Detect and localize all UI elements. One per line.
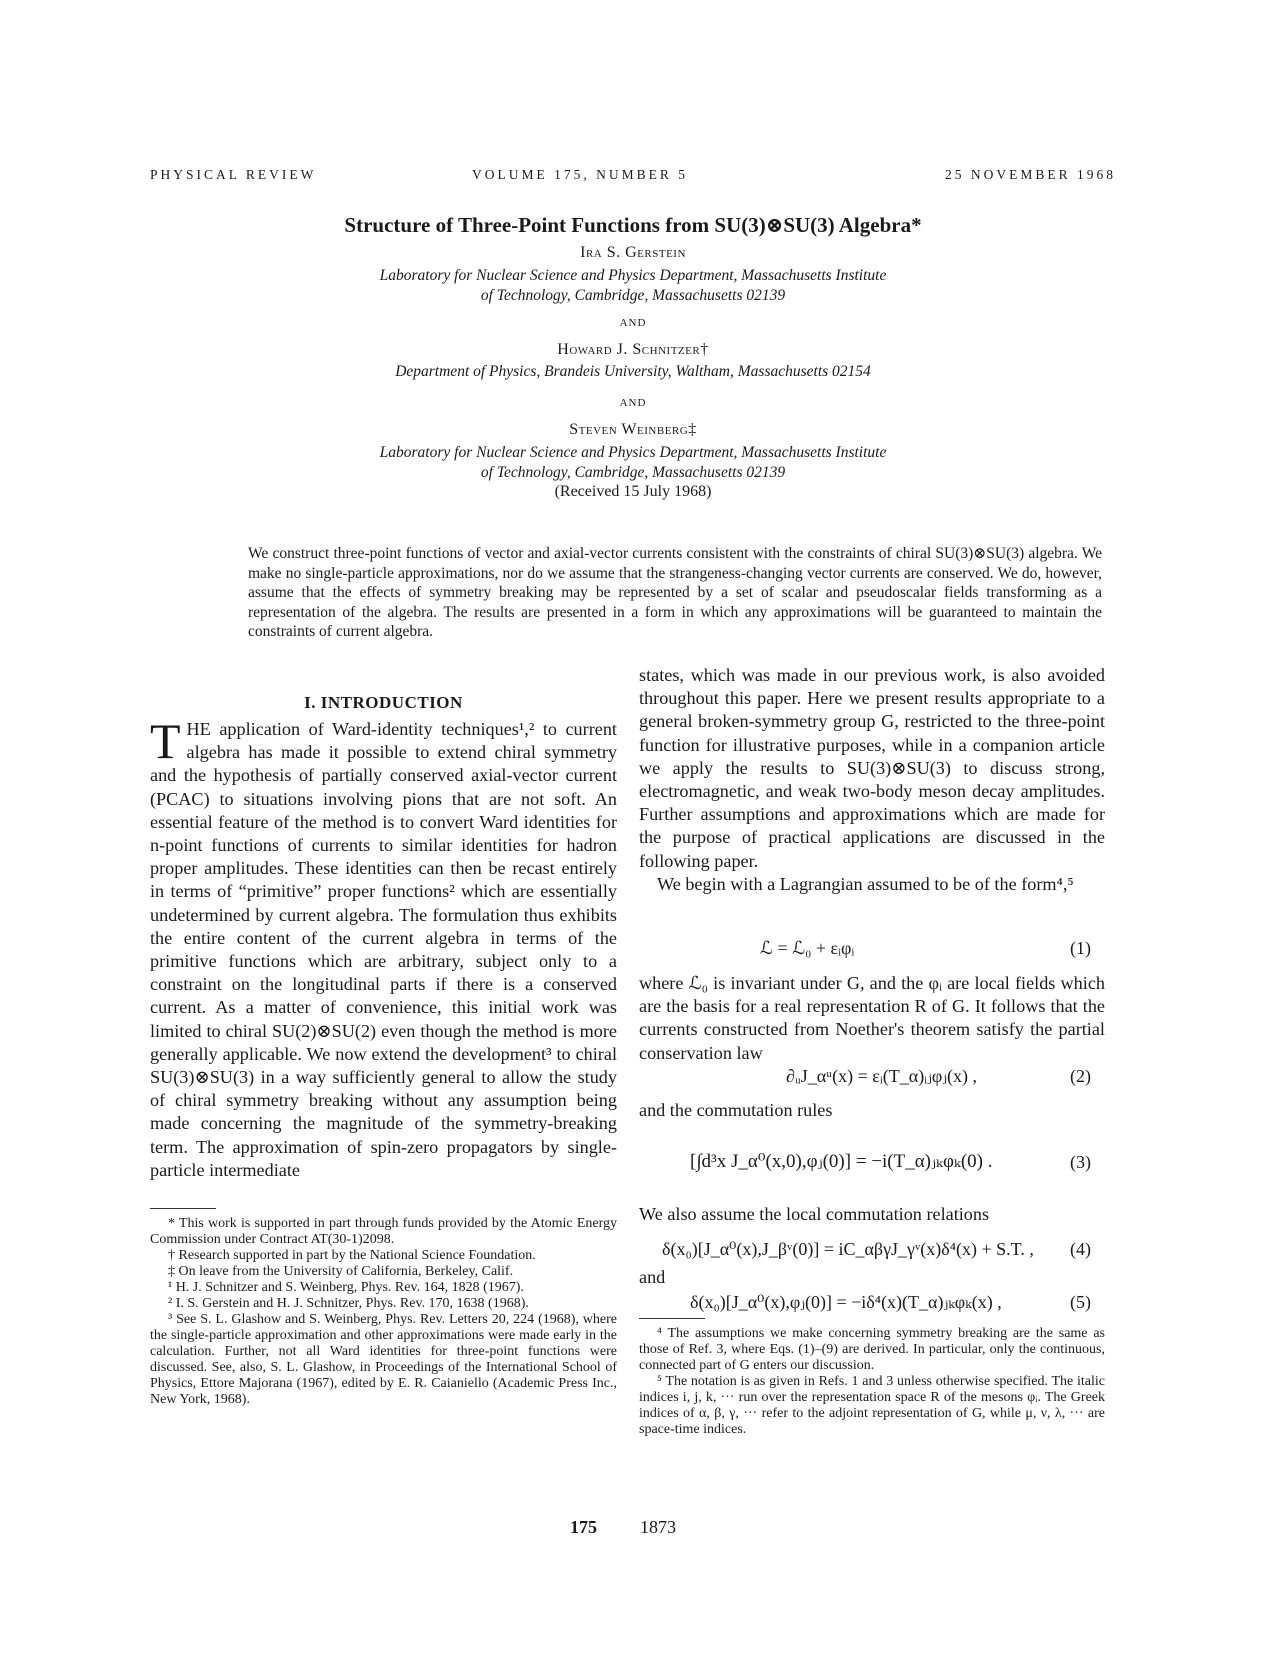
equation-5: δ(x₀)[J_α⁰(x),φⱼ(0)] = −iδ⁴(x)(T_α)ⱼₖφₖ(x) , <box>690 1292 1002 1312</box>
author-affiliation: Laboratory for Nuclear Science and Physics Department, Massachusetts Institute <box>379 444 887 461</box>
volume-number: VOLUME 175, NUMBER 5 <box>472 167 689 182</box>
section-heading: I. INTRODUCTION <box>304 693 463 712</box>
footnote: * This work is supported in part through funds provided by the Atomic Energy Commission under Contract AT(30-1)2098. <box>150 1216 617 1247</box>
footnote: † Research supported in part by the National Science Foundation. <box>168 1248 536 1263</box>
drop-cap: T <box>150 713 181 769</box>
running-header <box>150 167 1116 187</box>
author-name: Steven Weinberg‡ <box>569 421 697 438</box>
equation-number: (2) <box>1070 1066 1091 1086</box>
footnote: ¹ H. J. Schnitzer and S. Weinberg, Phys. Rev. 164, 1828 (1967). <box>168 1280 524 1295</box>
equation-number: (3) <box>1070 1152 1091 1172</box>
intro-left-column <box>150 713 617 1182</box>
footnote: ⁵ The notation is as given in Refs. 1 and 3 unless otherwise specified. The italic indices i, j, k, ··· run over the representation space R of the mesons φᵢ. The Greek indices of α, β, γ, ··· refer to the adjoint representation of G, while μ, ν, λ, ··· are space-time indices. <box>639 1374 1105 1437</box>
author-affiliation: Department of Physics, Brandeis University, Waltham, Massachusetts 02154 <box>395 363 871 380</box>
equation-3: [∫d³x J_α⁰(x,0),φⱼ(0)] = −i(T_α)ⱼₖφₖ(0) . <box>690 1151 993 1172</box>
footnote: ² I. S. Gerstein and H. J. Schnitzer, Phys. Rev. 170, 1638 (1968). <box>168 1296 529 1311</box>
received-date: (Received 15 July 1968) <box>554 483 712 500</box>
footnote-rule <box>639 1318 705 1319</box>
intro-text: HE application of Ward-identity techniques¹,² to current algebra has made it possible to extend chiral symmetry and the hypothesis of partially conserved axial-vector current (PCAC) to situations involving pions that are not soft. An essential feature of the method is to convert Ward identities for n-point functions of currents to similar identities for hadron proper amplitudes. These identities can then be recast entirely in terms of “primitive” proper functions² which are essentially undetermined by current algebra. The formulation thus exhibits the entire content of the current algebra in terms of the primitive functions which are arbitrary, subject only to a constraint on the longitudinal parts if there is a conserved current. As a matter of convenience, this initial work was limited to chiral SU(2)⊗SU(2) even though the method is more generally applicable. We now extend the development³ to chiral SU(3)⊗SU(3) in a way sufficiently general to allow the study of chiral symmetry breaking without any assumption being made concerning the magnitude of the symmetry-breaking term. The approximation of spin-zero propagators by single-particle intermediate <box>150 719 617 1180</box>
paragraph: where ℒ₀ is invariant under G, and the φᵢ are local fields which are the basis for a real representation R of G. It follows that the currents constructed from Noether's theorem satisfy the partial conservation law <box>639 973 1105 1063</box>
footnote: ‡ On leave from the University of California, Berkeley, Calif. <box>168 1264 514 1279</box>
equation-2: ∂ᵤJ_αᵘ(x) = εᵢ(T_α)ᵢⱼφⱼ(x) , <box>786 1066 978 1086</box>
author-name: Howard J. Schnitzer† <box>557 341 709 358</box>
footnote: ⁴ The assumptions we make concerning symmetry breaking are the same as those of Ref. 3, where Eqs. (1)–(9) are derived. In particular, only the continuous, connected part of G enters our discussion. <box>639 1326 1105 1373</box>
footnotes-left <box>150 1216 617 1408</box>
footnote: ³ See S. L. Glashow and S. Weinberg, Phys. Rev. Letters 20, 224 (1968), where the single-particle approximation and other approximations were made early in the calculation. Further, not all Ward identities for three-point functions were discussed. See, also, S. L. Glashow, in Proceedings of the International School of Physics, Ettore Majorana (1967), edited by E. R. Caianiello (Academic Press Inc., New York, 1968). <box>150 1312 617 1407</box>
journal-name: PHYSICAL REVIEW <box>150 167 317 182</box>
author-affiliation: Laboratory for Nuclear Science and Physics Department, Massachusetts Institute <box>379 267 887 284</box>
author-separator: AND <box>619 397 647 409</box>
equation-number: (4) <box>1070 1239 1091 1259</box>
connective-text: and <box>639 1267 666 1287</box>
equation-4: δ(x₀)[J_α⁰(x),J_βᵛ(0)] = iC_αβγJ_γᵛ(x)δ⁴(x) + S.T. , <box>662 1239 1034 1259</box>
intro-text: states, which was made in our previous work, is also avoided throughout this paper. Here we present results appropriate to a general broken-symmetry group G, restricted to the three-point function for illustrative purposes, while in a companion article we apply the results to SU(3)⊗SU(3) to discuss strong, electromagnetic, and weak two-body meson decay amplitudes. Further assumptions and approximations which are made for the purpose of practical applications are discussed in the following paper. <box>639 665 1105 871</box>
author-affiliation: of Technology, Cambridge, Massachusetts 02139 <box>480 464 786 481</box>
paragraph: We begin with a Lagrangian assumed to be of the form⁴,⁵ <box>657 873 1074 894</box>
equation-number: (5) <box>1070 1292 1091 1312</box>
author-name: Ira S. Gerstein <box>580 244 686 261</box>
paragraph: We also assume the local commutation relations <box>639 1204 990 1224</box>
abstract: We construct three-point functions of vector and axial-vector currents consistent with the constraints of chiral SU(3)⊗SU(3) algebra. We make no single-particle approximations, nor do we assume that the strangeness-changing vector currents are conserved. We do, however, assume that the effects of symmetry breaking may be represented by a set of scalar and pseudoscalar fields transforming as a representation of the algebra. The results are presented in a form in which any approximations will be guaranteed to maintain the constraints of current algebra. <box>248 545 1102 641</box>
footnotes-right <box>639 1326 1105 1438</box>
equation-number: (1) <box>1070 938 1091 958</box>
author-affiliation: of Technology, Cambridge, Massachusetts 02139 <box>480 287 786 304</box>
paper-title: Structure of Three-Point Functions from SU(3)⊗SU(3) Algebra* <box>344 213 922 237</box>
folio-volume: 175 <box>570 1517 597 1537</box>
issue-date: 25 NOVEMBER 1968 <box>944 167 1116 182</box>
paragraph: and the commutation rules <box>639 1100 833 1120</box>
footnote-rule <box>150 1208 216 1209</box>
equation-1: ℒ = ℒ₀ + εᵢφᵢ <box>760 938 855 958</box>
author-separator: AND <box>619 317 647 329</box>
folio-page: 1873 <box>640 1517 676 1537</box>
intro-right-column <box>639 664 1105 896</box>
